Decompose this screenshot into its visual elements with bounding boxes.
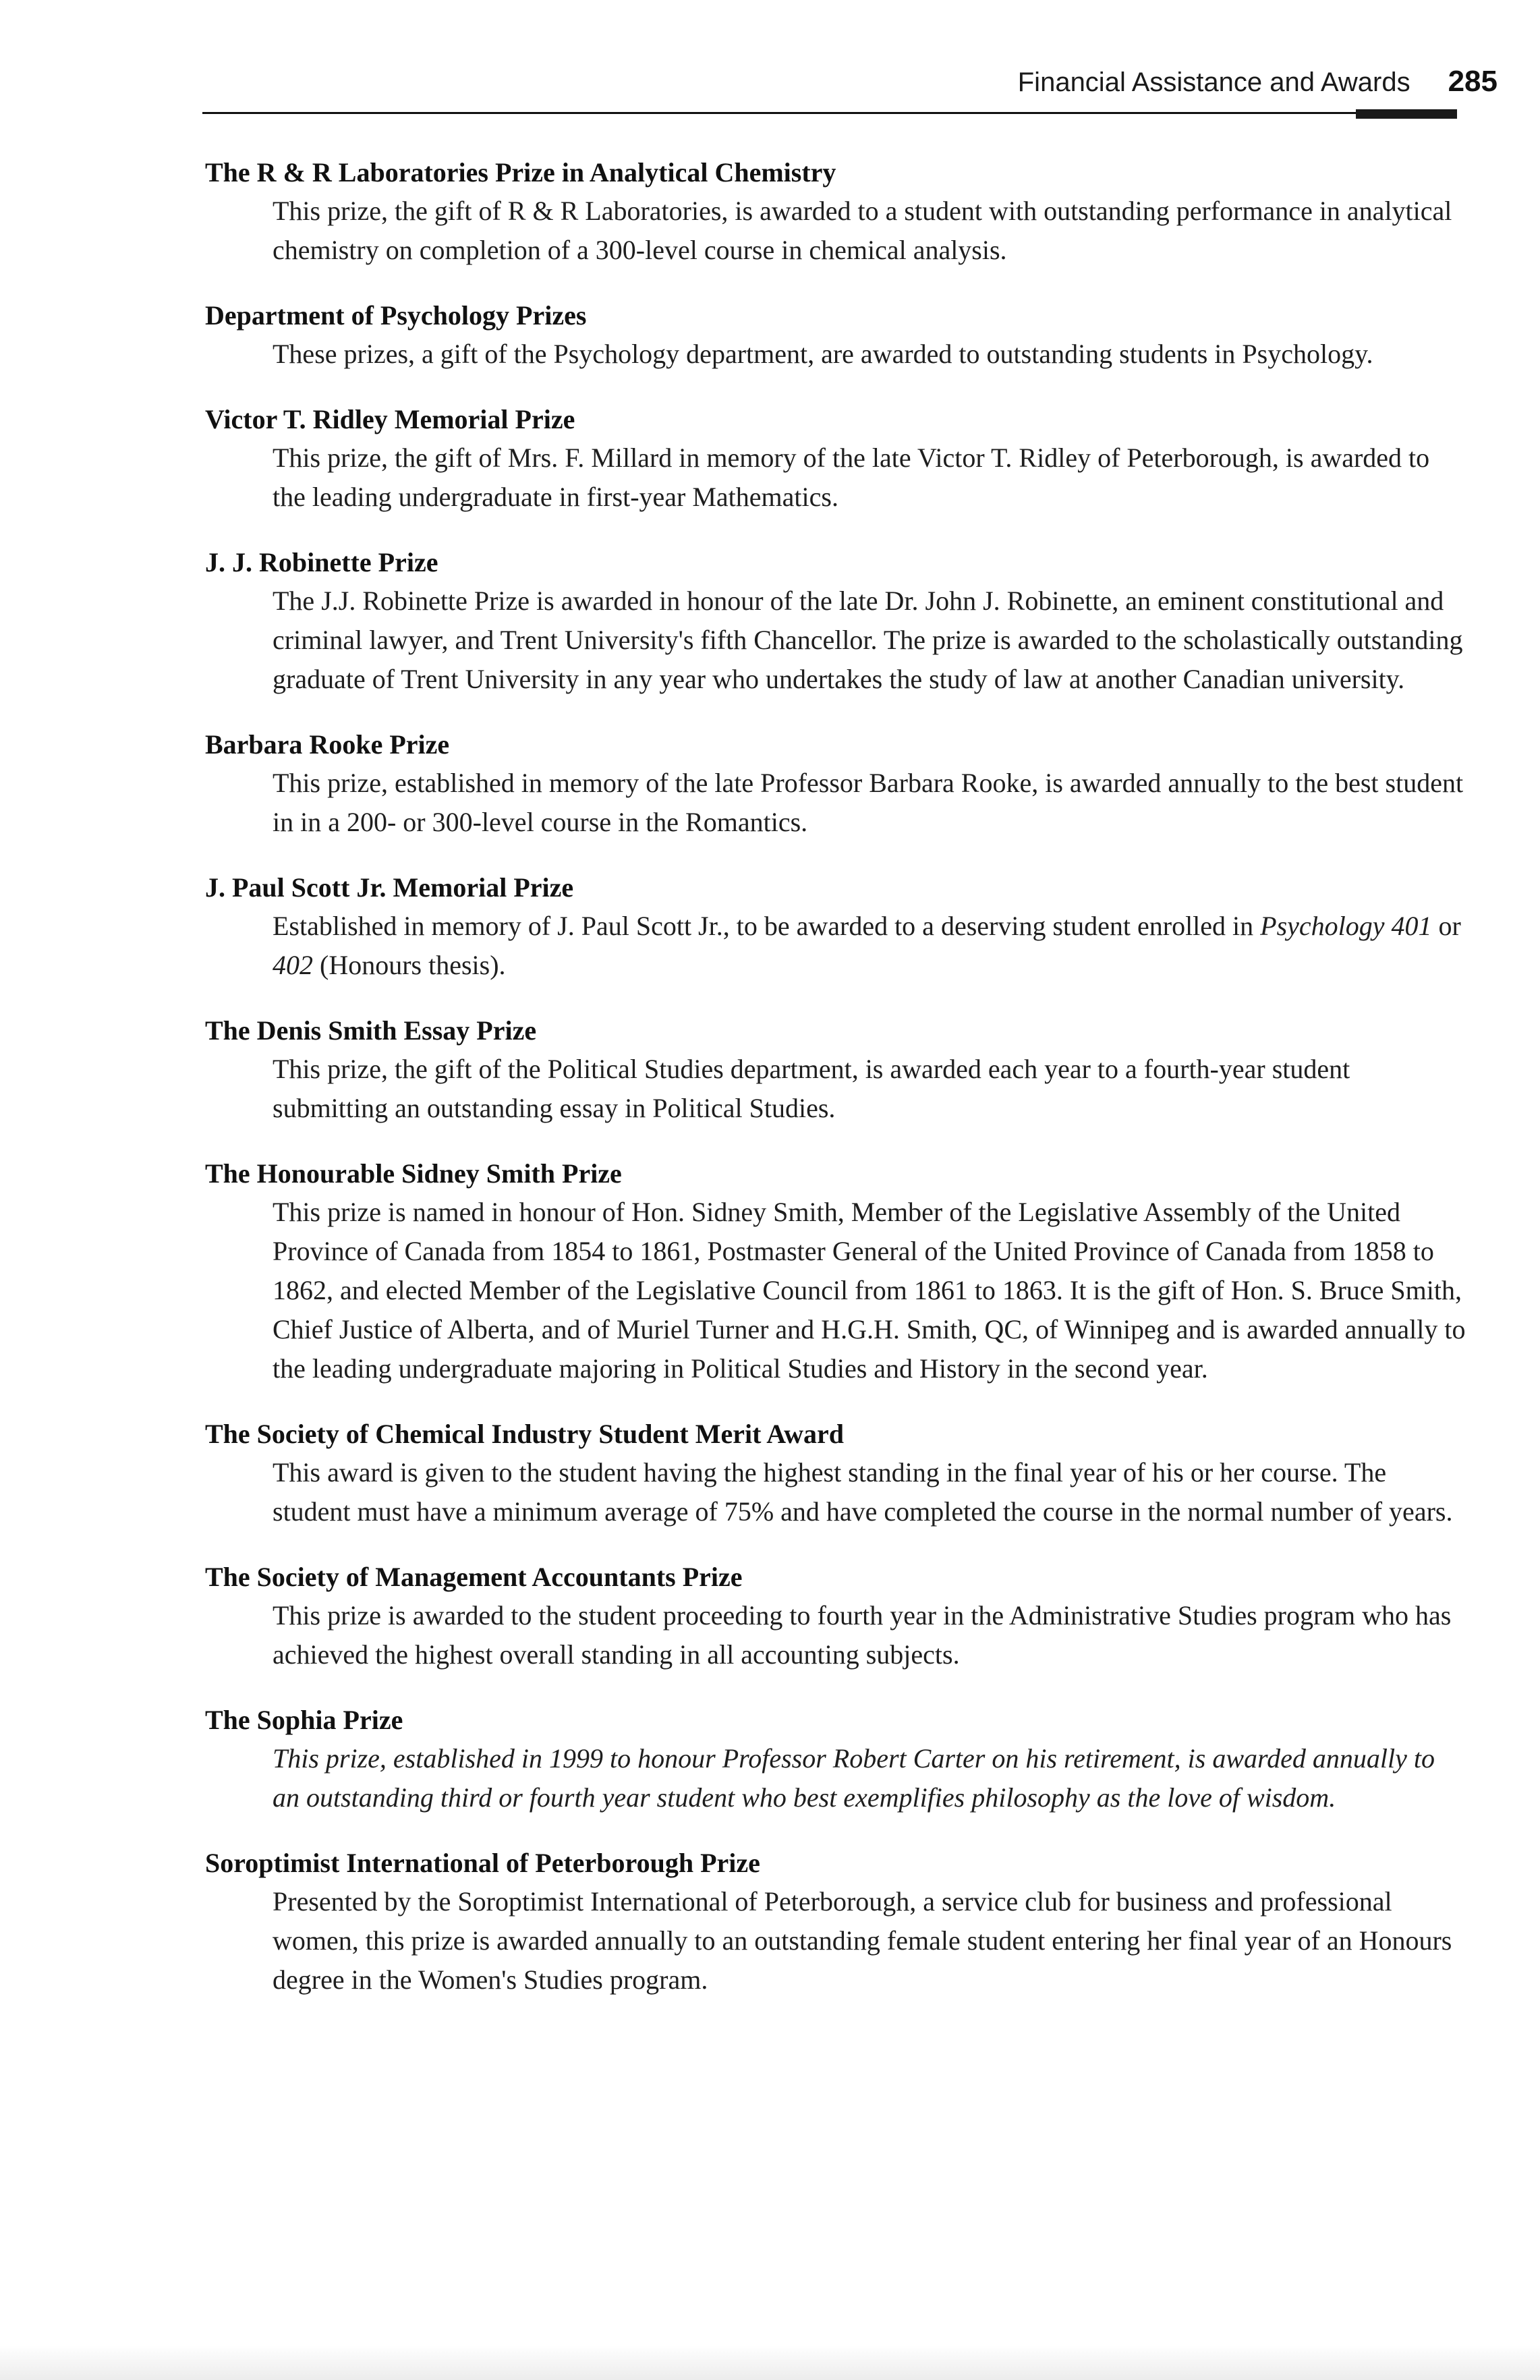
- award-description: This prize is named in honour of Hon. Sidney Smith, Member of the Legislative Assembly of the United Province of Canada from 1854 to 1861, Postmaster General of the United Province of Canada from 1858 to 1862, and elected Member of the Legislative Council from 1861 to 1863. It is the gift of Hon. S. Bruce Smith, Chief Justice of Alberta, and of Muriel Turner and H.G.H. Smith, QC, of Winnipeg and is awarded annually to the leading undergraduate majoring in Political Studies and History in the second year.: [273, 1197, 1466, 1384]
- page-number: 285: [1448, 65, 1498, 98]
- course-name: Psychology 401: [1260, 911, 1432, 941]
- header-bar: [1356, 109, 1457, 119]
- scan-edge-shadow: [0, 2345, 1540, 2380]
- awards-list: [205, 154, 1466, 2027]
- award-title: The Denis Smith Essay Prize: [205, 1015, 537, 1046]
- award-title: J. J. Robinette Prize: [205, 547, 438, 577]
- award-title: The Sophia Prize: [205, 1705, 403, 1735]
- award-entry: [205, 1012, 1466, 1128]
- award-description: These prizes, a gift of the Psychology department, are awarded to outstanding students in Psychology.: [273, 339, 1373, 369]
- award-entry: [205, 1155, 1466, 1388]
- award-description: This award is given to the student having the highest standing in the final year of his or her course. The student must have a minimum average of 75% and have completed the course in the normal number of years.: [273, 1457, 1453, 1527]
- award-description: Presented by the Soroptimist International of Peterborough, a service club for business and professional women, this prize is awarded annually to an outstanding female student entering her final year of an Honours degree in the Women's Studies program.: [273, 1886, 1452, 1995]
- award-title: The Honourable Sidney Smith Prize: [205, 1158, 622, 1189]
- award-entry: [205, 401, 1466, 517]
- award-title: Soroptimist International of Peterborough Prize: [205, 1848, 760, 1878]
- award-entry: [205, 544, 1466, 699]
- running-title: Financial Assistance and Awards: [1017, 67, 1410, 97]
- award-entry: [205, 1415, 1466, 1531]
- award-title: The R & R Laboratories Prize in Analytical Chemistry: [205, 157, 836, 188]
- award-description: This prize, the gift of R & R Laboratories, is awarded to a student with outstanding performance in analytical chemistry on completion of a 300-level course in chemical analysis.: [273, 196, 1452, 265]
- award-description: This prize, the gift of the Political Studies department, is awarded each year to a fourth-year student submitting an outstanding essay in Political Studies.: [273, 1054, 1350, 1123]
- award-description: The J.J. Robinette Prize is awarded in honour of the late Dr. John J. Robinette, an eminent constitutional and criminal lawyer, and Trent University's fifth Chancellor. The prize is awarded to the scholastically outstanding graduate of Trent University in any year who undertakes the study of law at another Canadian university.: [273, 586, 1463, 694]
- award-description: This prize, established in memory of the late Professor Barbara Rooke, is awarded annually to the best student in in a 200- or 300-level course in the Romantics.: [273, 768, 1464, 837]
- description-text: Established in memory of J. Paul Scott Jr., to be awarded to a deserving student enrolled in: [273, 911, 1261, 941]
- award-description: This prize is awarded to the student proceeding to fourth year in the Administrative Studies program who has achieved the highest overall standing in all accounting subjects.: [273, 1600, 1452, 1670]
- award-description: This prize, the gift of Mrs. F. Millard in memory of the late Victor T. Ridley of Peterborough, is awarded to the leading undergraduate in first-year Mathematics.: [273, 443, 1430, 512]
- award-title: J. Paul Scott Jr. Memorial Prize: [205, 872, 574, 903]
- award-title: The Society of Chemical Industry Student Merit Award: [205, 1419, 844, 1449]
- award-entry: [205, 1701, 1466, 1817]
- award-description: [273, 907, 1466, 985]
- award-entry: [205, 726, 1466, 842]
- header-rule: [202, 112, 1447, 114]
- award-entry: [205, 869, 1466, 985]
- award-title: Department of Psychology Prizes: [205, 300, 587, 331]
- running-head: [809, 65, 1498, 112]
- description-text: or: [1431, 911, 1461, 941]
- award-title: The Society of Management Accountants Prize: [205, 1562, 743, 1592]
- award-title: Barbara Rooke Prize: [205, 729, 450, 760]
- award-entry: [205, 1844, 1466, 2000]
- course-name: 402: [273, 950, 313, 980]
- award-title: Victor T. Ridley Memorial Prize: [205, 404, 575, 434]
- award-entry: [205, 154, 1466, 270]
- award-entry: [205, 297, 1466, 374]
- description-text: (Honours thesis).: [313, 950, 506, 980]
- award-entry: [205, 1558, 1466, 1674]
- award-description: This prize, established in 1999 to honour Professor Robert Carter on his retirement, is awarded annually to an outstanding third or fourth year student who best exemplifies philosophy as the love of wisdom.: [273, 1743, 1435, 1813]
